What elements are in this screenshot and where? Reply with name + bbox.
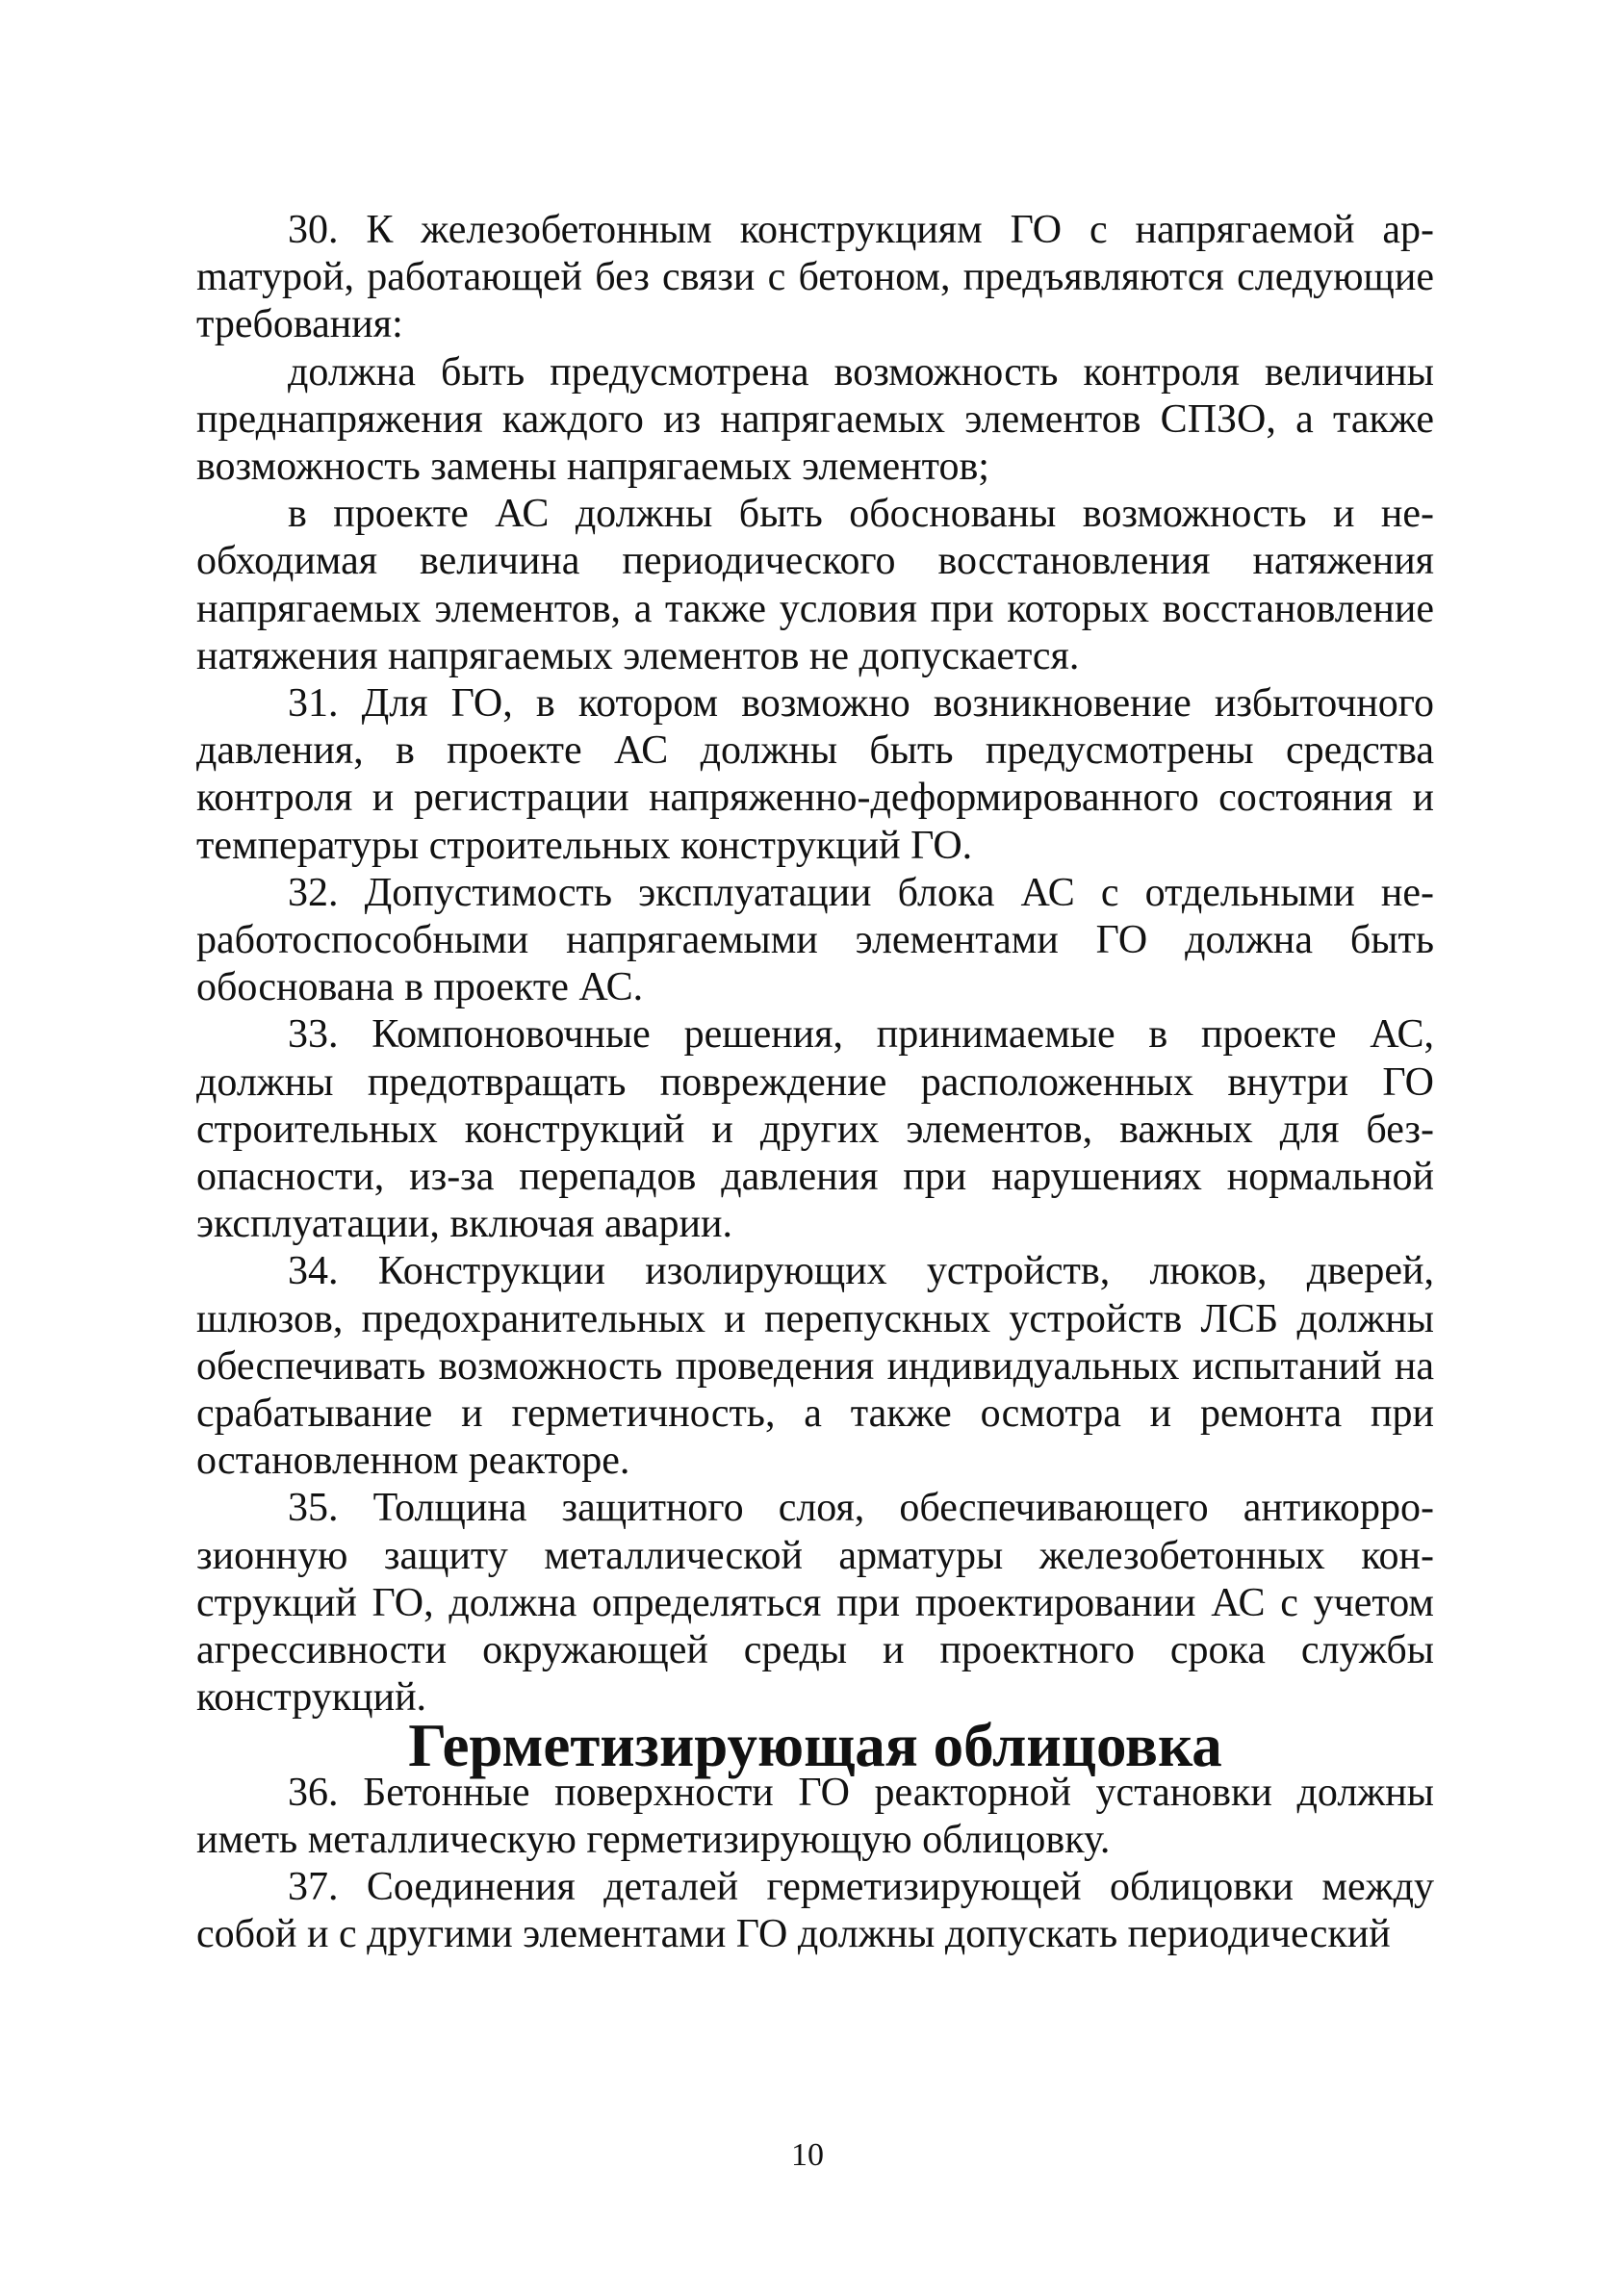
paragraph-37: 37. Соединения деталей герметизирующей облицовки между собой и с другими элементами ГО должны допускать периодический bbox=[196, 1865, 1434, 1957]
document-body bbox=[196, 207, 1434, 1959]
paragraph-34: 34. Конструкции изолирующих устройств, люков, дверей, шлюзов, предохранительных и перепускных устройств ЛСБ должны обеспечивать возможность проведения индивидуальных испытаний на срабатывание и герметичность, а также осмотра и ремонта при остановленном реакторе. bbox=[196, 1249, 1434, 1484]
paragraph-35: 35. Толщина защитного слоя, обеспечивающего антикоррозионную защиту металлической арматуры железобетонных конструкций ГО, должна определяться при проектировании АС с учетом агрессивности окружающей среды и проектного срока службы конструкций. bbox=[196, 1486, 1434, 1721]
paragraph-36: 36. Бетонные поверхности ГО реакторной установки должны иметь металлическую герметизирующую облицовку. bbox=[196, 1770, 1434, 1862]
paragraph-30-requirement-1: должна быть предусмотрена возможность контроля величины преднапряжения каждого из напрягаемых элементов СПЗО, а также возможность замены напрягаемых элементов; bbox=[196, 349, 1434, 490]
paragraph-31: 31. Для ГО, в котором возможно возникновение избыточного давления, в проекте АС должны быть предусмотрены средства контроля и регистрации напряженно-деформированного состояния и температуры строительных конструкций ГО. bbox=[196, 681, 1434, 868]
paragraph-30-requirement-2: в проекте АС должны быть обоснованы возможность и необходимая величина периодического восстановления натяжения напрягаемых элементов, а также условия при которых восстановление натяжения напрягаемых элементов не допускается. bbox=[196, 492, 1434, 678]
section-heading: Герметизирующая облицовка bbox=[408, 1711, 1222, 1779]
paragraph-33: 33. Компоновочные решения, принимаемые в проекте АС, должны предотвращать повреждение расположенных внутри ГО строительных конструкций и других элементов, важных для безопасности, из-за перепадов давления при нарушениях нормальной эксплуатации, включая аварии. bbox=[196, 1012, 1434, 1247]
paragraph-32: 32. Допустимость эксплуатации блока АС с отдельными неработоспособными напрягаемыми элементами ГО должна быть обоснована в проекте АС. bbox=[196, 870, 1434, 1010]
page-number: 10 bbox=[791, 2137, 824, 2173]
paragraph-30: 30. К железобетонным конструкциям ГО с напрягаемой арmатурой, работающей без связи с бетоном, предъявляются следующие требования: bbox=[196, 208, 1434, 347]
